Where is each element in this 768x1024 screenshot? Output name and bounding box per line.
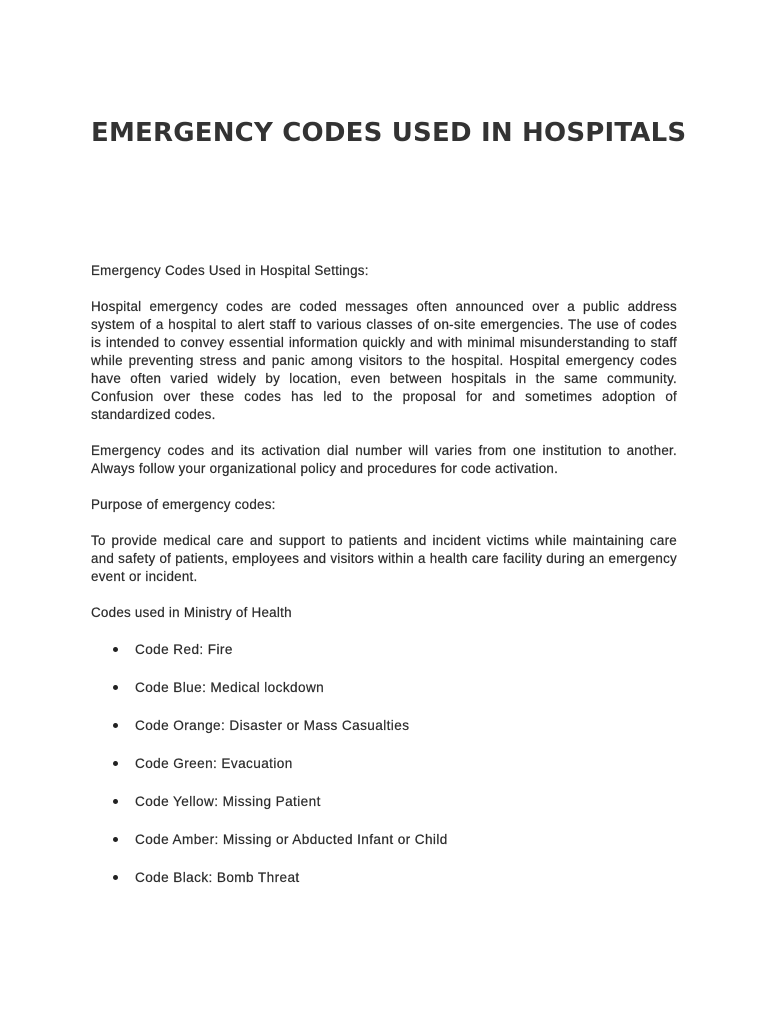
list-item bbox=[111, 678, 677, 697]
bullet-icon bbox=[113, 875, 118, 880]
paragraph-definition: Hospital emergency codes are coded messages often announced over a public address system of a hospital to alert staff to various classes of on-site emergencies. The use of codes is intended to convey essential information quickly and with minimal misunderstanding to staff while preventing stress and panic among visitors to the hospital. Hospital emergency codes have often varied widely by location, even between hospitals in the same community. Confusion over these codes has led to the proposal for and sometimes adoption of standardized codes. bbox=[91, 299, 677, 422]
bullet-icon bbox=[113, 761, 118, 766]
list-item bbox=[111, 754, 677, 773]
section-heading-settings: Emergency Codes Used in Hospital Settings: bbox=[91, 263, 369, 278]
code-text: Code Blue: Medical lockdown bbox=[135, 680, 325, 695]
list-item bbox=[111, 830, 677, 849]
code-text: Code Black: Bomb Threat bbox=[135, 870, 300, 885]
bullet-icon bbox=[113, 837, 118, 842]
code-text: Code Green: Evacuation bbox=[135, 756, 293, 771]
list-item bbox=[111, 716, 677, 735]
bullet-icon bbox=[113, 799, 118, 804]
code-text: Code Red: Fire bbox=[135, 642, 233, 657]
codes-list bbox=[91, 640, 677, 887]
bullet-icon bbox=[113, 723, 118, 728]
section-heading-codes: Codes used in Ministry of Health bbox=[91, 605, 292, 620]
section-heading-purpose: Purpose of emergency codes: bbox=[91, 497, 276, 512]
page-title: EMERGENCY CODES USED IN HOSPITALS bbox=[91, 118, 687, 148]
document-body bbox=[91, 262, 677, 906]
paragraph-activation: Emergency codes and its activation dial number will varies from one institution to another. Always follow your organizational policy and procedures for code activation. bbox=[91, 443, 677, 476]
bullet-icon bbox=[113, 647, 118, 652]
code-text: Code Amber: Missing or Abducted Infant or Child bbox=[135, 832, 448, 847]
bullet-icon bbox=[113, 685, 118, 690]
code-text: Code Orange: Disaster or Mass Casualties bbox=[135, 718, 410, 733]
list-item bbox=[111, 792, 677, 811]
paragraph-purpose: To provide medical care and support to patients and incident victims while maintaining care and safety of patients, employees and visitors within a health care facility during an emergency event or incident. bbox=[91, 533, 677, 584]
list-item bbox=[111, 868, 677, 887]
list-item bbox=[111, 640, 677, 659]
code-text: Code Yellow: Missing Patient bbox=[135, 794, 321, 809]
